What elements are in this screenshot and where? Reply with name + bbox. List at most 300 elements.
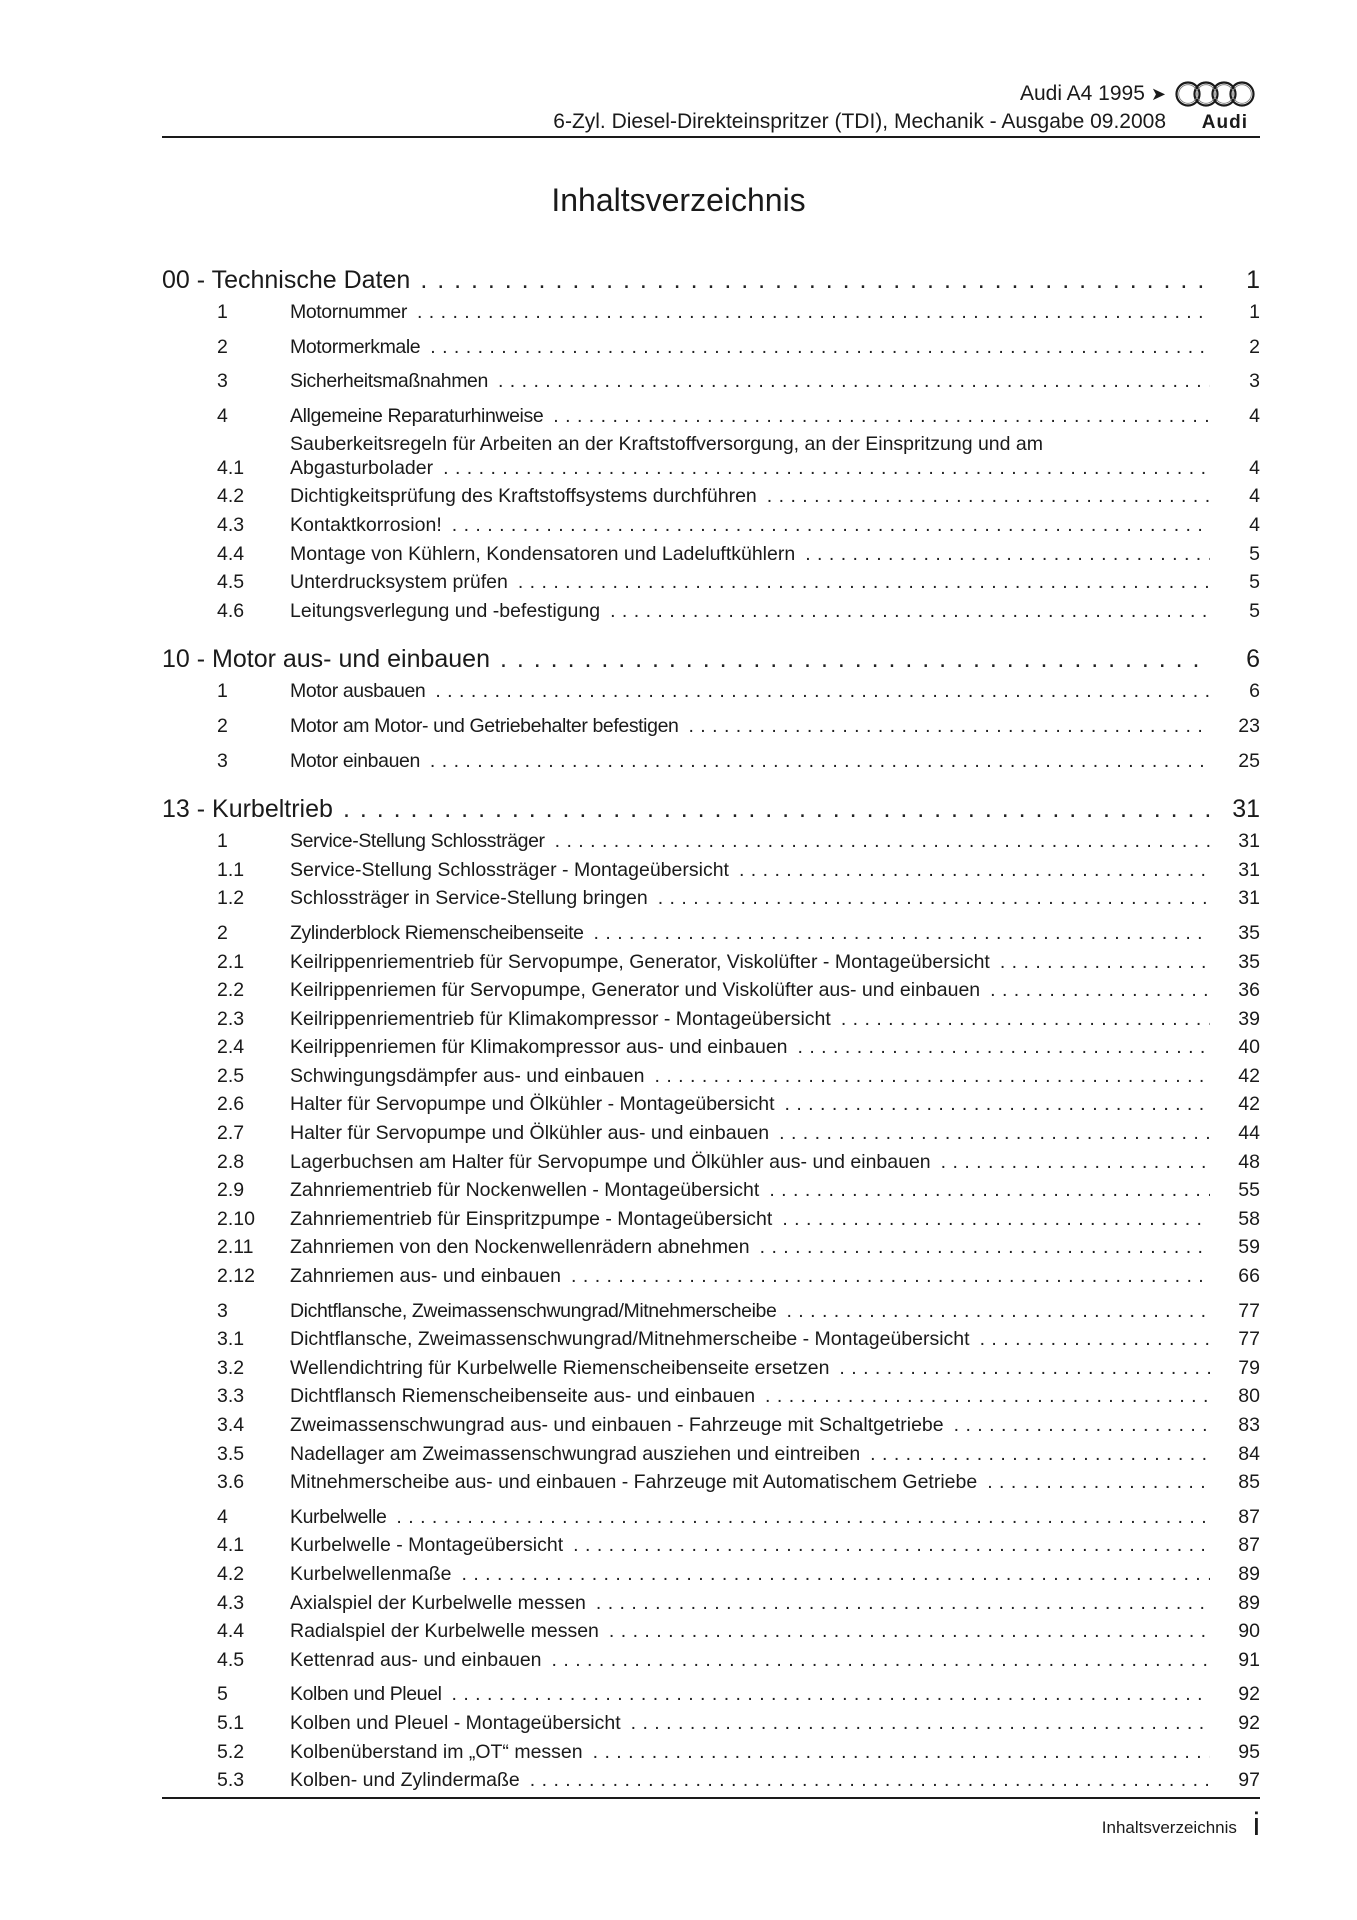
entry-title-wrap bbox=[290, 1233, 1224, 1262]
chapter-page-number: 6 bbox=[1246, 645, 1260, 674]
entry-title: Motormerkmale bbox=[290, 335, 421, 358]
toc-entry[interactable] bbox=[162, 1560, 1260, 1589]
entry-title: Zahnriementrieb für Einspritzpumpe - Montageübersicht bbox=[290, 1207, 773, 1230]
entry-title: Kolben- und Zylindermaße bbox=[290, 1769, 520, 1792]
entry-page-number: 36 bbox=[1238, 979, 1260, 1002]
toc-entry[interactable] bbox=[162, 482, 1260, 511]
dot-leader bbox=[596, 1589, 1210, 1618]
entry-title: Sicherheitsmaßnahmen bbox=[290, 370, 488, 393]
entry-title-wrap bbox=[290, 1440, 1224, 1469]
entry-number: 4.4 bbox=[217, 1620, 245, 1643]
entry-title: Nadellager am Zweimassenschwungrad ausziehen und eintreiben bbox=[290, 1442, 861, 1465]
entry-page-number: 5 bbox=[1249, 599, 1260, 622]
entry-title: Kurbelwelle - Montageübersicht bbox=[290, 1534, 564, 1557]
entry-number: 2.2 bbox=[217, 979, 245, 1002]
toc-entry[interactable] bbox=[162, 1119, 1260, 1148]
entry-title-wrap bbox=[290, 856, 1224, 885]
entry-title: Service-Stellung Schlossträger - Montageübersicht bbox=[290, 858, 729, 881]
entry-title-wrap bbox=[290, 1119, 1224, 1148]
entry-page-number: 97 bbox=[1238, 1769, 1260, 1792]
entry-page-number: 55 bbox=[1238, 1179, 1260, 1202]
entry-title: Kontaktkorrosion! bbox=[290, 513, 442, 536]
entry-title-wrap bbox=[290, 482, 1224, 511]
entry-number: 1 bbox=[217, 680, 228, 703]
entry-title: Sauberkeitsregeln für Arbeiten an der Kraftstoffversorgung, an der Einspritzung und am bbox=[290, 433, 1043, 456]
toc-entry[interactable] bbox=[162, 747, 1260, 776]
dot-leader bbox=[779, 1119, 1210, 1148]
entry-title-wrap bbox=[290, 884, 1224, 913]
toc-entry[interactable] bbox=[162, 1589, 1260, 1618]
toc-chapter[interactable] bbox=[162, 791, 1260, 827]
entry-page-number: 92 bbox=[1238, 1711, 1260, 1734]
entry-title: Zahnriemen aus- und einbauen bbox=[290, 1265, 562, 1288]
entry-title-wrap bbox=[290, 1262, 1224, 1291]
entry-number: 4.1 bbox=[217, 1534, 245, 1557]
entry-number: 4.5 bbox=[217, 1648, 245, 1671]
entry-page-number: 48 bbox=[1238, 1150, 1260, 1173]
footer-page-number: i bbox=[1252, 1806, 1260, 1842]
page-footer bbox=[1102, 1808, 1260, 1840]
toc-entry[interactable] bbox=[162, 1262, 1260, 1291]
entry-number: 3.6 bbox=[217, 1471, 245, 1494]
dot-leader bbox=[655, 1062, 1211, 1091]
entry-number: 4 bbox=[217, 1505, 228, 1528]
entry-title: Zahnriemen von den Nockenwellenrädern abnehmen bbox=[290, 1236, 750, 1259]
dot-leader bbox=[798, 1033, 1210, 1062]
audi-rings-icon bbox=[1174, 80, 1258, 110]
entry-title-wrap bbox=[290, 298, 1224, 327]
logo-text: Audi bbox=[1201, 112, 1248, 133]
entry-page-number: 87 bbox=[1238, 1534, 1260, 1557]
chapter-title-wrap bbox=[162, 791, 1224, 827]
page-header bbox=[162, 78, 1260, 138]
entry-number: 2.9 bbox=[217, 1179, 245, 1202]
dot-leader bbox=[610, 597, 1210, 626]
entry-page-number: 4 bbox=[1249, 513, 1260, 536]
dot-leader bbox=[980, 1325, 1210, 1354]
toc-entry[interactable] bbox=[162, 1709, 1260, 1738]
entry-page-number: 58 bbox=[1238, 1207, 1260, 1230]
entry-page-number: 5 bbox=[1249, 542, 1260, 565]
entry-title: Keilrippenriemen für Servopumpe, Generator und Viskolüfter aus- und einbauen bbox=[290, 979, 981, 1002]
entry-number: 4.2 bbox=[217, 1562, 245, 1585]
entry-page-number: 31 bbox=[1238, 887, 1260, 910]
entry-title: Kolben und Pleuel bbox=[290, 1683, 442, 1706]
footer-divider bbox=[162, 1797, 1260, 1799]
toc-entry[interactable] bbox=[162, 1325, 1260, 1354]
entry-title-wrap bbox=[290, 1411, 1224, 1440]
toc-entry[interactable] bbox=[162, 1176, 1260, 1205]
dot-leader bbox=[841, 1005, 1210, 1034]
entry-title-wrap bbox=[290, 1709, 1224, 1738]
dot-leader bbox=[870, 1440, 1210, 1469]
entry-number: 2 bbox=[217, 335, 228, 358]
entry-title: Motor am Motor- und Getriebehalter befestigen bbox=[290, 714, 679, 737]
entry-number: 2.5 bbox=[217, 1064, 245, 1087]
entry-title-wrap bbox=[290, 1766, 1224, 1795]
entry-page-number: 42 bbox=[1238, 1093, 1260, 1116]
entry-title-wrap bbox=[290, 919, 1224, 948]
toc-entry[interactable] bbox=[162, 1033, 1260, 1062]
toc-entry[interactable] bbox=[162, 677, 1260, 706]
entry-number: 3 bbox=[217, 370, 228, 393]
entry-title: Zylinderblock Riemenscheibenseite bbox=[290, 921, 584, 944]
dot-leader bbox=[739, 856, 1210, 885]
toc-entry[interactable] bbox=[162, 1354, 1260, 1383]
dot-leader bbox=[688, 712, 1210, 741]
entry-title-wrap bbox=[290, 402, 1224, 431]
chapter-title: 13 - Kurbeltrieb bbox=[162, 795, 333, 824]
chapter-page-number: 1 bbox=[1246, 266, 1260, 294]
toc-entry[interactable] bbox=[162, 1738, 1260, 1767]
chapter-title-wrap bbox=[162, 262, 1224, 298]
dot-leader bbox=[594, 919, 1210, 948]
dot-leader bbox=[430, 747, 1210, 776]
entry-number: 5.2 bbox=[217, 1740, 245, 1763]
footer-label: Inhaltsverzeichnis bbox=[1101, 1818, 1237, 1837]
entry-page-number: 89 bbox=[1238, 1562, 1260, 1585]
entry-title: Motor ausbauen bbox=[290, 680, 426, 703]
toc-entry[interactable] bbox=[162, 1766, 1260, 1795]
entry-page-number: 1 bbox=[1249, 301, 1260, 323]
dot-leader bbox=[987, 1468, 1210, 1497]
toc-entry[interactable] bbox=[162, 1531, 1260, 1560]
toc-entry[interactable] bbox=[162, 884, 1260, 913]
entry-number: 2 bbox=[217, 714, 228, 737]
entry-title-wrap bbox=[290, 511, 1224, 540]
entry-title: Kurbelwellenmaße bbox=[290, 1562, 452, 1585]
entry-title-wrap bbox=[290, 540, 1224, 569]
toc-entry[interactable] bbox=[162, 367, 1260, 396]
entry-title-wrap bbox=[290, 677, 1224, 706]
dot-leader bbox=[396, 1503, 1210, 1532]
entry-title-wrap bbox=[290, 1176, 1224, 1205]
entry-title-wrap bbox=[290, 1617, 1224, 1646]
entry-number: 2 bbox=[217, 921, 228, 944]
dot-leader bbox=[553, 402, 1210, 431]
entry-title-wrap bbox=[290, 1382, 1224, 1411]
toc-entry[interactable] bbox=[162, 1440, 1260, 1469]
entry-number: 2.4 bbox=[217, 1036, 245, 1059]
dot-leader bbox=[1000, 948, 1210, 977]
entry-title: Wellendichtring für Kurbelwelle Riemenscheibenseite ersetzen bbox=[290, 1356, 830, 1379]
entry-number: 2.1 bbox=[217, 950, 245, 973]
entry-title: Schlossträger in Service-Stellung bringen bbox=[290, 887, 648, 910]
entry-page-number: 31 bbox=[1238, 830, 1260, 853]
toc-entry[interactable] bbox=[162, 568, 1260, 597]
entry-title: Keilrippenriemen für Klimakompressor aus- und einbauen bbox=[290, 1036, 788, 1059]
toc-entry[interactable] bbox=[162, 402, 1260, 431]
entry-page-number: 35 bbox=[1238, 921, 1260, 944]
entry-page-number: 42 bbox=[1238, 1064, 1260, 1087]
entry-title-wrap bbox=[290, 1325, 1224, 1354]
entry-number: 4.5 bbox=[217, 571, 245, 594]
entry-number: 2.3 bbox=[217, 1007, 245, 1030]
toc-entry[interactable] bbox=[162, 430, 1260, 482]
toc-entry[interactable] bbox=[162, 1233, 1260, 1262]
dot-leader bbox=[769, 1176, 1210, 1205]
entry-number: 1 bbox=[217, 301, 228, 323]
entry-title-wrap bbox=[290, 1354, 1224, 1383]
entry-number: 2.8 bbox=[217, 1150, 245, 1173]
dot-leader bbox=[498, 367, 1210, 396]
entry-title: Halter für Servopumpe und Ölkühler - Montageübersicht bbox=[290, 1093, 775, 1116]
entry-page-number: 40 bbox=[1238, 1036, 1260, 1059]
entry-title: Dichtflansch Riemenscheibenseite aus- und einbauen bbox=[290, 1385, 756, 1408]
dot-leader bbox=[609, 1617, 1210, 1646]
dot-leader bbox=[839, 1354, 1210, 1383]
dot-leader bbox=[420, 262, 1210, 298]
dot-leader bbox=[435, 677, 1210, 706]
toc-entry[interactable] bbox=[162, 1646, 1260, 1675]
entry-page-number: 3 bbox=[1249, 370, 1260, 393]
toc-entry[interactable] bbox=[162, 333, 1260, 362]
toc-entry[interactable] bbox=[162, 919, 1260, 948]
entry-number: 3 bbox=[217, 749, 228, 772]
entry-title: Kolben und Pleuel - Montageübersicht bbox=[290, 1711, 621, 1734]
toc-chapter[interactable] bbox=[162, 262, 1260, 298]
entry-title: Kettenrad aus- und einbauen bbox=[290, 1648, 542, 1671]
entry-page-number: 84 bbox=[1238, 1442, 1260, 1465]
toc-entry[interactable] bbox=[162, 1148, 1260, 1177]
entry-title: Leitungsverlegung und -befestigung bbox=[290, 599, 601, 622]
entry-number: 4.1 bbox=[217, 457, 245, 480]
entry-title-wrap bbox=[290, 1503, 1224, 1532]
toc-entry[interactable] bbox=[162, 1617, 1260, 1646]
toc-entry[interactable] bbox=[162, 1005, 1260, 1034]
entry-page-number: 85 bbox=[1238, 1471, 1260, 1494]
entry-title: Axialspiel der Kurbelwelle messen bbox=[290, 1591, 586, 1614]
dot-leader bbox=[452, 511, 1210, 540]
entry-page-number: 80 bbox=[1238, 1385, 1260, 1408]
entry-title-wrap bbox=[290, 747, 1224, 776]
entry-page-number: 44 bbox=[1238, 1122, 1260, 1145]
entry-number: 4.3 bbox=[217, 513, 245, 536]
entry-title: Zweimassenschwungrad aus- und einbauen - Fahrzeuge mit Schaltgetriebe bbox=[290, 1414, 944, 1436]
toc-entry[interactable] bbox=[162, 1297, 1260, 1326]
entry-title-wrap bbox=[290, 1005, 1224, 1034]
dot-leader bbox=[786, 1297, 1210, 1326]
entry-title: Allgemeine Reparaturhinweise bbox=[290, 404, 544, 427]
entry-page-number: 4 bbox=[1249, 457, 1260, 480]
entry-title-cont: Abgasturbolader bbox=[290, 457, 434, 480]
toc-entry[interactable] bbox=[162, 712, 1260, 741]
entry-title: Radialspiel der Kurbelwelle messen bbox=[290, 1620, 599, 1643]
entry-number: 3.5 bbox=[217, 1442, 245, 1465]
toc-entry[interactable] bbox=[162, 1680, 1260, 1709]
toc-entry[interactable] bbox=[162, 856, 1260, 885]
chapter-title: 00 - Technische Daten bbox=[162, 266, 411, 294]
dot-leader bbox=[631, 1709, 1210, 1738]
table-of-contents bbox=[162, 262, 1260, 1795]
entry-number: 4 bbox=[217, 404, 228, 427]
entry-page-number: 59 bbox=[1238, 1236, 1260, 1259]
entry-title-wrap bbox=[290, 568, 1224, 597]
toc-entry[interactable] bbox=[162, 827, 1260, 856]
page-title: Inhaltsverzeichnis bbox=[551, 182, 806, 218]
entry-page-number: 23 bbox=[1238, 714, 1260, 737]
entry-title-wrap bbox=[290, 432, 1224, 480]
chapter-title: 10 - Motor aus- und einbauen bbox=[162, 645, 490, 674]
toc-entry[interactable] bbox=[162, 540, 1260, 569]
entry-title-wrap bbox=[290, 367, 1224, 396]
toc-entry[interactable] bbox=[162, 1468, 1260, 1497]
header-text bbox=[553, 80, 1166, 136]
entry-title-wrap bbox=[290, 827, 1224, 856]
entry-page-number: 31 bbox=[1238, 858, 1260, 881]
entry-title-wrap bbox=[290, 1033, 1224, 1062]
entry-number: 5 bbox=[217, 1683, 228, 1706]
toc-entry[interactable] bbox=[162, 1382, 1260, 1411]
chapter-title-wrap bbox=[162, 641, 1224, 677]
dot-leader bbox=[552, 1646, 1210, 1675]
audi-logo bbox=[1174, 80, 1258, 134]
entry-page-number: 4 bbox=[1249, 404, 1260, 427]
dot-leader bbox=[500, 641, 1210, 677]
entry-number: 4.6 bbox=[217, 599, 245, 622]
entry-title-wrap bbox=[290, 597, 1224, 626]
entry-number: 1 bbox=[217, 830, 228, 853]
entry-page-number: 39 bbox=[1238, 1007, 1260, 1030]
entry-title: Keilrippenriementrieb für Servopumpe, Generator, Viskolüfter - Montageübersicht bbox=[290, 950, 990, 973]
dot-leader bbox=[782, 1205, 1210, 1234]
toc-entry[interactable] bbox=[162, 1062, 1260, 1091]
dot-leader bbox=[452, 1680, 1211, 1709]
entry-title-wrap bbox=[290, 1205, 1224, 1234]
entry-title-continuation bbox=[290, 456, 1224, 480]
arrow-right-icon: ➤ bbox=[1150, 84, 1166, 104]
entry-number: 2.6 bbox=[217, 1093, 245, 1116]
entry-page-number: 90 bbox=[1238, 1620, 1260, 1643]
entry-page-number: 83 bbox=[1238, 1414, 1260, 1436]
entry-page-number: 6 bbox=[1249, 680, 1260, 703]
entry-page-number: 77 bbox=[1238, 1328, 1260, 1351]
entry-page-number: 92 bbox=[1238, 1683, 1260, 1706]
toc-entry[interactable] bbox=[162, 511, 1260, 540]
entry-title-wrap bbox=[290, 976, 1224, 1005]
dot-leader bbox=[941, 1148, 1210, 1177]
dot-leader bbox=[443, 456, 1210, 480]
toc-entry[interactable] bbox=[162, 597, 1260, 626]
entry-number: 4.4 bbox=[217, 542, 245, 565]
entry-number: 3.4 bbox=[217, 1414, 245, 1436]
entry-page-number: 79 bbox=[1238, 1356, 1260, 1379]
entry-title: Mitnehmerscheibe aus- und einbauen - Fahrzeuge mit Automatischem Getriebe bbox=[290, 1471, 978, 1494]
entry-page-number: 77 bbox=[1238, 1299, 1260, 1322]
dot-leader bbox=[573, 1531, 1210, 1560]
chapter-page-number: 31 bbox=[1232, 795, 1260, 824]
toc-entry[interactable] bbox=[162, 976, 1260, 1005]
entry-title-wrap bbox=[290, 1738, 1224, 1767]
entry-title-wrap bbox=[290, 1589, 1224, 1618]
toc-entry[interactable] bbox=[162, 1411, 1260, 1440]
entry-number: 3.1 bbox=[217, 1328, 245, 1351]
entry-title-wrap bbox=[290, 1560, 1224, 1589]
dot-leader bbox=[593, 1738, 1210, 1767]
dot-leader bbox=[805, 540, 1210, 569]
entry-number: 3.2 bbox=[217, 1356, 245, 1379]
entry-title: Dichtigkeitsprüfung des Kraftstoffsystems durchführen bbox=[290, 485, 757, 508]
toc-entry[interactable] bbox=[162, 948, 1260, 977]
entry-title-wrap bbox=[290, 1148, 1224, 1177]
entry-title-wrap bbox=[290, 1646, 1224, 1675]
entry-number: 5.3 bbox=[217, 1769, 245, 1792]
entry-title-wrap bbox=[290, 1531, 1224, 1560]
entry-number: 5.1 bbox=[217, 1711, 245, 1734]
dot-leader bbox=[785, 1090, 1211, 1119]
dot-leader bbox=[765, 1382, 1210, 1411]
entry-title-wrap bbox=[290, 948, 1224, 977]
toc-entry[interactable] bbox=[162, 1090, 1260, 1119]
entry-title: Keilrippenriementrieb für Klimakompressor - Montageübersicht bbox=[290, 1007, 831, 1030]
entry-title: Halter für Servopumpe und Ölkühler aus- und einbauen bbox=[290, 1122, 770, 1145]
entry-title: Kurbelwelle bbox=[290, 1505, 387, 1528]
entry-number: 4.3 bbox=[217, 1591, 245, 1614]
entry-title-wrap bbox=[290, 1062, 1224, 1091]
entry-title: Unterdrucksystem prüfen bbox=[290, 571, 508, 594]
entry-title-wrap bbox=[290, 1680, 1224, 1709]
dot-leader bbox=[571, 1262, 1210, 1291]
entry-title: Schwingungsdämpfer aus- und einbauen bbox=[290, 1064, 645, 1087]
dot-leader bbox=[343, 791, 1210, 827]
entry-title: Dichtflansche, Zweimassenschwungrad/Mitnehmerscheibe bbox=[290, 1299, 777, 1322]
entry-title: Kolbenüberstand im „OT“ messen bbox=[290, 1740, 583, 1763]
dot-leader bbox=[954, 1411, 1210, 1440]
header-model: Audi A4 1995 bbox=[1019, 82, 1145, 105]
entry-number: 2.7 bbox=[217, 1122, 245, 1145]
entry-number: 1.1 bbox=[217, 858, 245, 881]
entry-page-number: 89 bbox=[1238, 1591, 1260, 1614]
toc-entry[interactable] bbox=[162, 1503, 1260, 1532]
entry-page-number: 66 bbox=[1238, 1265, 1260, 1288]
toc-entry[interactable] bbox=[162, 298, 1260, 327]
entry-number: 2.10 bbox=[217, 1207, 255, 1230]
dot-leader bbox=[760, 1233, 1210, 1262]
entry-number: 3 bbox=[217, 1299, 228, 1322]
entry-number: 4.2 bbox=[217, 485, 245, 508]
entry-page-number: 35 bbox=[1238, 950, 1260, 973]
header-subtitle: 6-Zyl. Diesel-Direkteinspritzer (TDI), Mechanik - Ausgabe 09.2008 bbox=[553, 110, 1166, 133]
entry-page-number: 87 bbox=[1238, 1505, 1260, 1528]
entry-title: Motor einbauen bbox=[290, 749, 420, 772]
toc-entry[interactable] bbox=[162, 1205, 1260, 1234]
header-model-line bbox=[553, 80, 1166, 108]
dot-leader bbox=[417, 298, 1210, 327]
entry-page-number: 2 bbox=[1249, 335, 1260, 358]
entry-title: Service-Stellung Schlossträger bbox=[290, 830, 545, 853]
entry-page-number: 25 bbox=[1238, 749, 1260, 772]
entry-title: Zahnriementrieb für Nockenwellen - Montageübersicht bbox=[290, 1179, 760, 1202]
entry-number: 2.11 bbox=[217, 1236, 254, 1259]
dot-leader bbox=[555, 827, 1210, 856]
entry-page-number: 5 bbox=[1249, 571, 1260, 594]
dot-leader bbox=[462, 1560, 1211, 1589]
entry-number: 2.12 bbox=[217, 1265, 255, 1288]
entry-title-wrap bbox=[290, 1090, 1224, 1119]
dot-leader bbox=[658, 884, 1210, 913]
entry-number: 1.2 bbox=[217, 887, 245, 910]
entry-title-wrap bbox=[290, 1468, 1224, 1497]
entry-title: Lagerbuchsen am Halter für Servopumpe und Ölkühler aus- und einbauen bbox=[290, 1150, 931, 1173]
entry-title: Dichtflansche, Zweimassenschwungrad/Mitnehmerscheibe - Montageübersicht bbox=[290, 1328, 970, 1351]
entry-title-wrap bbox=[290, 712, 1224, 741]
entry-title: Motornummer bbox=[290, 301, 407, 323]
toc-chapter[interactable] bbox=[162, 641, 1260, 677]
entry-page-number: 91 bbox=[1238, 1648, 1260, 1671]
dot-leader bbox=[530, 1766, 1210, 1795]
entry-page-number: 4 bbox=[1249, 485, 1260, 508]
entry-title-wrap bbox=[290, 333, 1224, 362]
